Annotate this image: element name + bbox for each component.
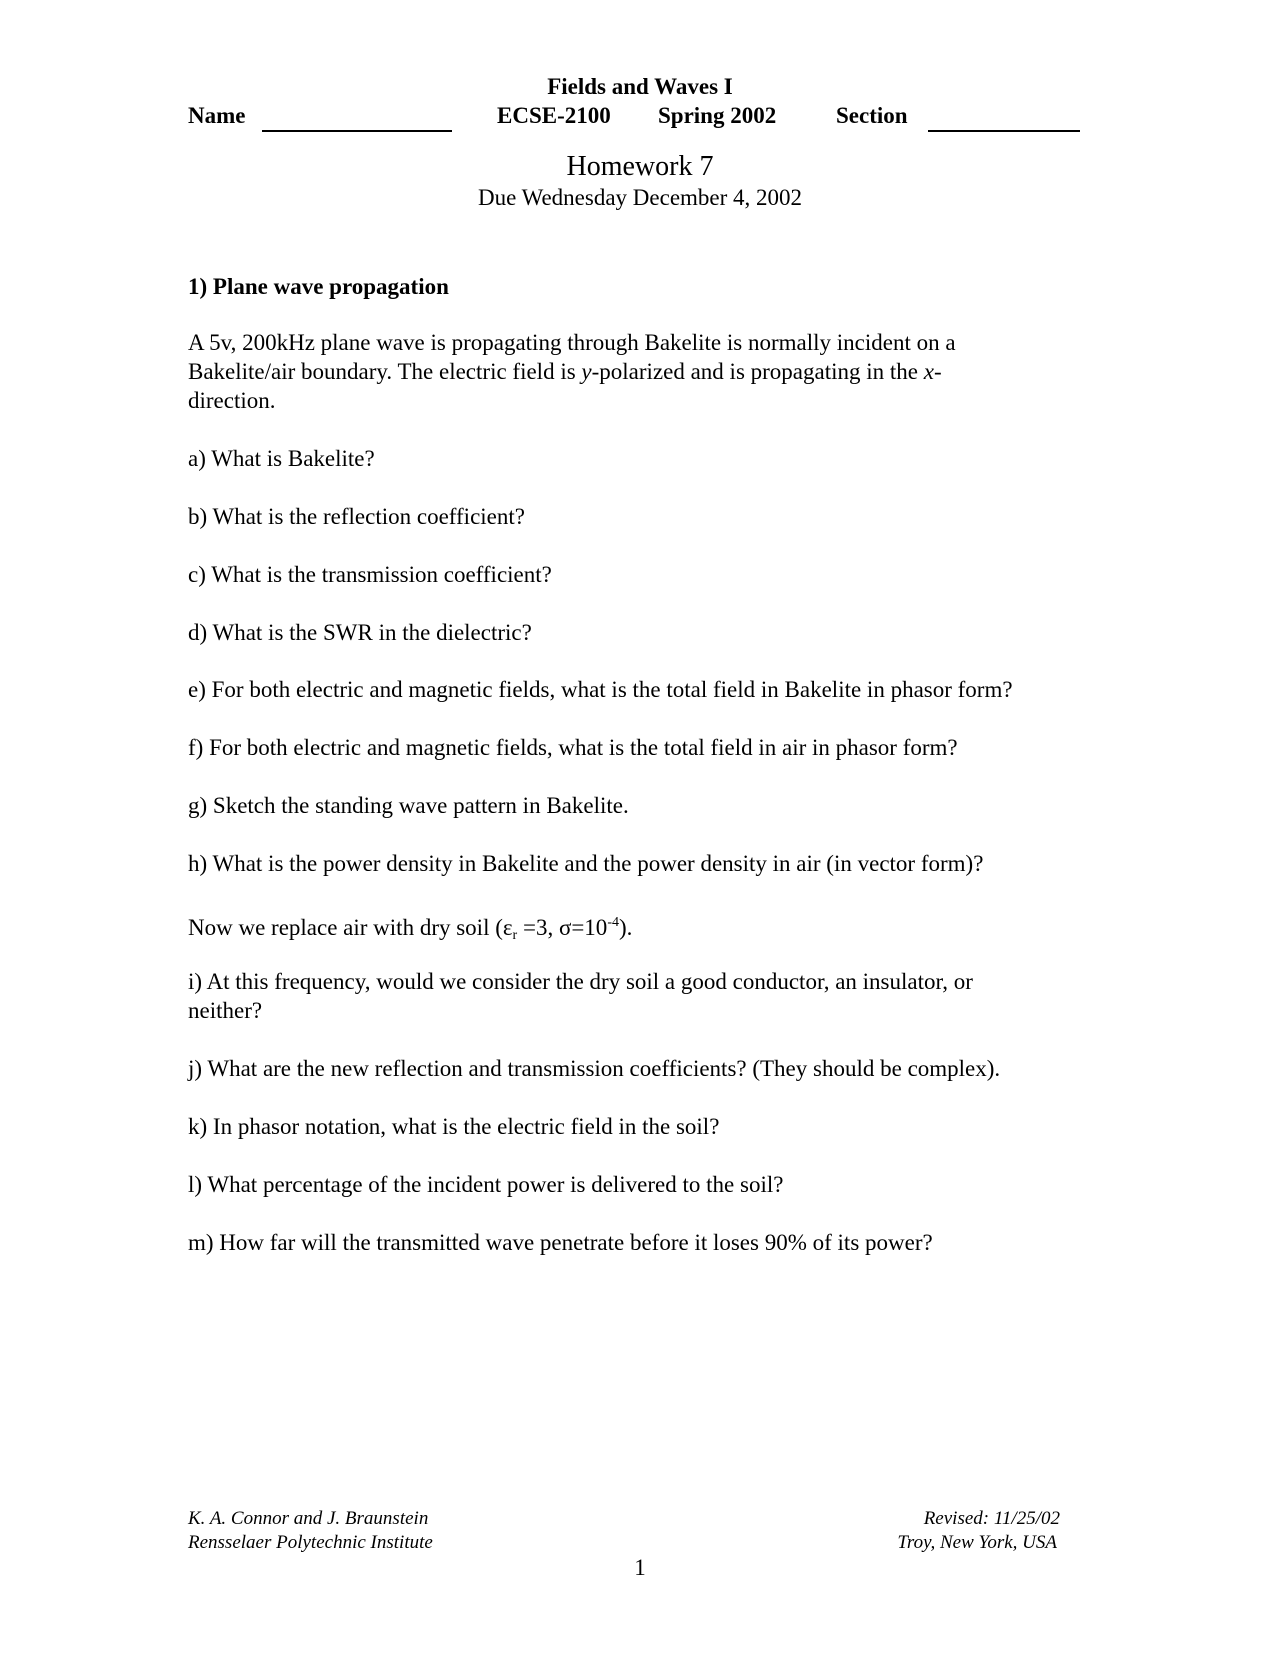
question-e: e) For both electric and magnetic fields, what is the total field in Bakelite in phasor form? [188, 677, 1013, 702]
question-m: m) How far will the transmitted wave penetrate before it loses 90% of its power? [188, 1230, 933, 1255]
footer-institution: Rensselaer Polytechnic Institute [188, 1532, 433, 1553]
due-date: Due Wednesday December 4, 2002 [477, 185, 803, 210]
problem-heading: 1) Plane wave propagation [188, 274, 449, 299]
soil-statement: Now we replace air with dry soil ($\varepsilon_r =3$, $\sigma=10^{-4}$). [188, 915, 633, 943]
course-title: Fields and Waves I [547, 74, 733, 99]
footer-authors: K. A. Connor and J. Braunstein [188, 1508, 429, 1529]
intro-line-2: Bakelite/air boundary. The electric field is y-polarized and is propagating in the x- [188, 359, 942, 384]
footer-revised: Revised: 11/25/02 [923, 1508, 1060, 1529]
name-blank-line[interactable] [262, 130, 452, 132]
footer-location: Troy, New York, USA [897, 1532, 1057, 1553]
question-k: k) In phasor notation, what is the electric field in the soil? [188, 1114, 720, 1139]
section-blank-line[interactable] [928, 130, 1080, 132]
question-i: i) At this frequency, would we consider the dry soil a good conductor, an insulator, or neither? [188, 969, 973, 1023]
question-c: c) What is the transmission coefficient? [188, 562, 552, 587]
term: Spring 2002 [658, 103, 777, 128]
intro-paragraph [188, 328, 956, 415]
question-f: f) For both electric and magnetic fields, what is the total field in air in phasor form? [188, 735, 958, 760]
question-a: a) What is Bakelite? [188, 446, 375, 471]
question-b: b) What is the reflection coefficient? [188, 504, 525, 529]
name-label: Name [188, 103, 246, 128]
question-d: d) What is the SWR in the dielectric? [188, 620, 532, 645]
page-number: 1 [634, 1555, 646, 1580]
homework-title: Homework 7 [566, 151, 714, 182]
question-l: l) What percentage of the incident power is delivered to the soil? [188, 1172, 784, 1197]
question-j: j) What are the new reflection and transmission coefficients? (They should be complex). [188, 1056, 1001, 1081]
question-h: h) What is the power density in Bakelite and the power density in air (in vector form)? [188, 851, 984, 876]
intro-line-3: direction. [188, 388, 276, 413]
question-g: g) Sketch the standing wave pattern in Bakelite. [188, 793, 629, 818]
course-code: ECSE-2100 [497, 103, 611, 128]
section-label: Section [836, 103, 908, 128]
intro-line-1: A 5v, 200kHz plane wave is propagating through Bakelite is normally incident on a [188, 330, 956, 355]
